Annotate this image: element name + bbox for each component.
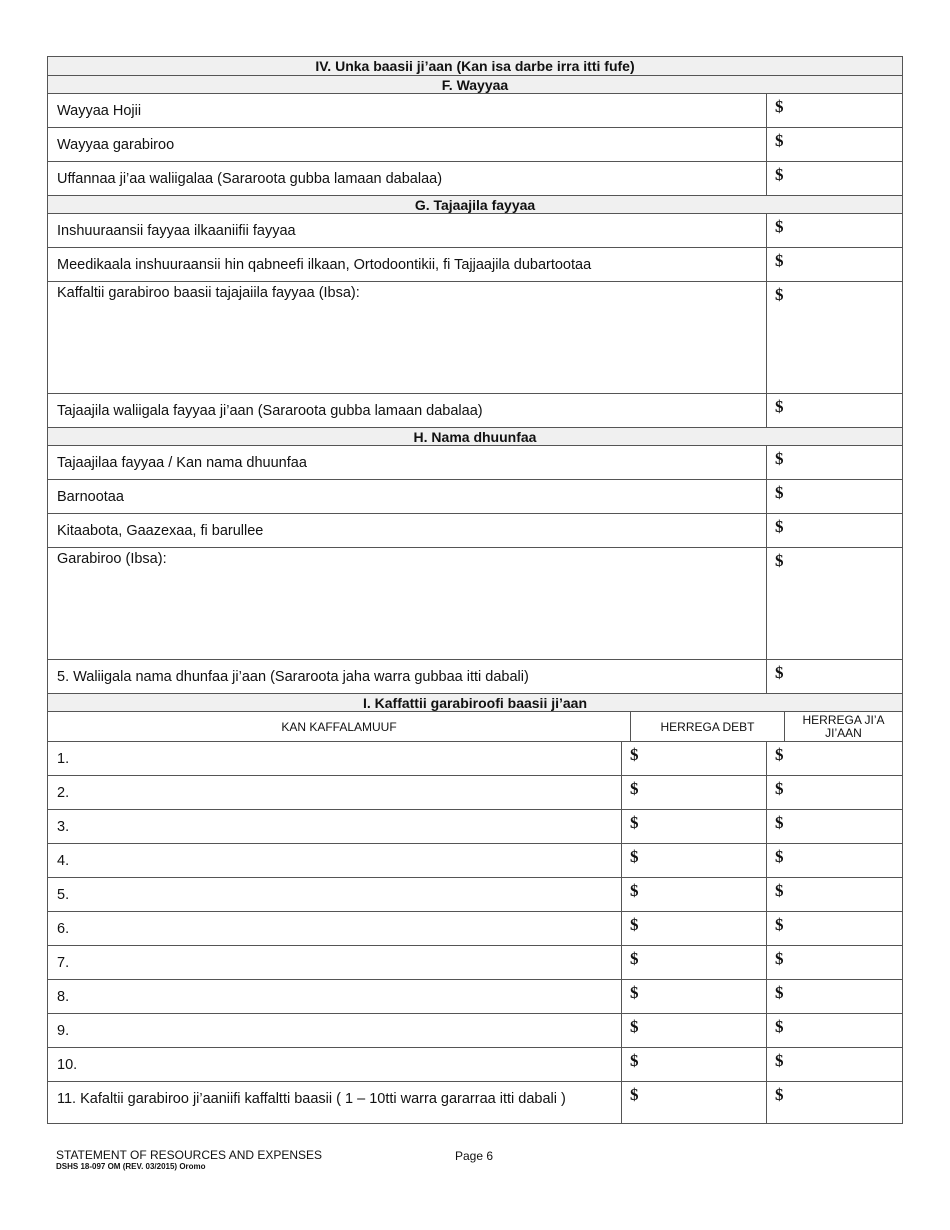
amount-field[interactable]: $ — [775, 251, 784, 270]
debt-row-label[interactable]: 1. — [48, 742, 622, 775]
subsection-title-i: I. Kaffattii garabiroofi baasii ji’aan — [362, 694, 588, 711]
form-row — [48, 94, 902, 128]
debt-amount-field[interactable]: $ — [622, 1048, 767, 1081]
row-label: Inshuuraansii fayyaa ilkaaniifii fayyaa — [48, 214, 767, 247]
form-row-description — [48, 282, 902, 394]
debt-amount-field[interactable]: $ — [622, 1014, 767, 1047]
debt-amount-field[interactable]: $ — [622, 742, 767, 775]
monthly-amount-field[interactable]: $ — [775, 813, 784, 832]
row-label: Wayyaa Hojii — [48, 94, 767, 127]
row-label: Barnootaa — [48, 480, 767, 513]
debt-row — [48, 912, 902, 946]
form-row-total — [48, 660, 902, 694]
row-label: Wayyaa garabiroo — [48, 128, 767, 161]
form-row — [48, 248, 902, 282]
amount-field[interactable]: $ — [775, 449, 784, 468]
column-header-payee: KAN KAFFALAMUUF — [48, 712, 631, 741]
monthly-amount-field[interactable]: $ — [775, 745, 784, 764]
amount-field[interactable]: $ — [775, 397, 784, 416]
column-header-monthly: HERREGA JI’A JI’AAN — [802, 712, 885, 740]
debt-row-label[interactable]: 9. — [48, 1014, 622, 1047]
footer-page-number: Page 6 — [455, 1149, 494, 1163]
footer-title: STATEMENT OF RESOURCES AND EXPENSES — [56, 1148, 323, 1162]
monthly-amount-field[interactable]: $ — [775, 983, 784, 1002]
row-label[interactable]: Garabiroo (Ibsa): — [48, 548, 767, 659]
form-row-total — [48, 394, 902, 428]
debt-row-label[interactable]: 11. Kafaltii garabiroo ji’aaniifi kaffaltti baasii ( 1 – 10tti warra gararraa itti dabali ) — [48, 1082, 622, 1123]
debt-row — [48, 742, 902, 776]
amount-field[interactable]: $ — [775, 131, 784, 150]
monthly-amount-field[interactable]: $ — [775, 1085, 784, 1104]
subsection-header-f — [48, 76, 902, 94]
debt-amount-field[interactable]: $ — [622, 810, 767, 843]
amount-field[interactable]: $ — [775, 285, 784, 304]
expenses-form — [47, 56, 903, 1124]
debt-row — [48, 1048, 902, 1082]
debt-amount-field[interactable]: $ — [622, 878, 767, 911]
debt-row-label[interactable]: 2. — [48, 776, 622, 809]
debt-row-label[interactable]: 7. — [48, 946, 622, 979]
subsection-title-h: H. Nama dhuunfaa — [413, 428, 537, 445]
debt-row-label[interactable]: 10. — [48, 1048, 622, 1081]
debt-row — [48, 1082, 902, 1123]
row-label: 5. Waliigala nama dhunfaa ji’aan (Sararoota jaha warra gubbaa itti dabali) — [48, 660, 767, 693]
debt-amount-field[interactable]: $ — [622, 844, 767, 877]
form-row — [48, 446, 902, 480]
row-label: Tajaajila waliigala fayyaa ji’aan (Sararoota gubba lamaan dabalaa) — [48, 394, 767, 427]
monthly-amount-field[interactable]: $ — [775, 949, 784, 968]
debt-amount-field[interactable]: $ — [622, 1082, 767, 1123]
column-header-row — [48, 712, 902, 742]
monthly-amount-field[interactable]: $ — [775, 881, 784, 900]
debt-amount-field[interactable]: $ — [622, 980, 767, 1013]
debt-amount-field[interactable]: $ — [622, 912, 767, 945]
debt-amount-field[interactable]: $ — [622, 946, 767, 979]
debt-row — [48, 776, 902, 810]
debt-row-label[interactable]: 5. — [48, 878, 622, 911]
debt-row — [48, 878, 902, 912]
form-row — [48, 480, 902, 514]
debt-row — [48, 946, 902, 980]
debt-row — [48, 844, 902, 878]
amount-field[interactable]: $ — [775, 165, 784, 184]
amount-field[interactable]: $ — [775, 217, 784, 236]
section-title: IV. Unka baasii ji’aan (Kan isa darbe irra itti fufe) — [315, 58, 635, 74]
debt-row-label[interactable]: 4. — [48, 844, 622, 877]
monthly-amount-field[interactable]: $ — [775, 1051, 784, 1070]
amount-field[interactable]: $ — [775, 97, 784, 116]
debt-row — [48, 1014, 902, 1048]
debt-row-label[interactable]: 8. — [48, 980, 622, 1013]
row-label[interactable]: Kaffaltii garabiroo baasii tajajaiila fayyaa (Ibsa): — [48, 282, 767, 393]
debt-amount-field[interactable]: $ — [622, 776, 767, 809]
amount-field[interactable]: $ — [775, 517, 784, 536]
section-header — [48, 57, 902, 76]
form-row-description — [48, 548, 902, 660]
subsection-header-i — [48, 694, 902, 712]
subsection-header-g — [48, 196, 902, 214]
row-label: Meedikaala inshuuraansii hin qabneefi ilkaan, Ortodoontikii, fi Tajjaajila dubartootaa — [48, 248, 767, 281]
debt-row — [48, 980, 902, 1014]
footer-form-code: DSHS 18-097 OM (REV. 03/2015) Oromo — [56, 1162, 206, 1171]
debt-row-label[interactable]: 6. — [48, 912, 622, 945]
form-row — [48, 214, 902, 248]
form-row — [48, 162, 902, 196]
monthly-amount-field[interactable]: $ — [775, 1017, 784, 1036]
debt-row-label[interactable]: 3. — [48, 810, 622, 843]
monthly-amount-field[interactable]: $ — [775, 779, 784, 798]
column-header-debt: HERREGA DEBT — [631, 712, 785, 741]
debt-row — [48, 810, 902, 844]
monthly-amount-field[interactable]: $ — [775, 915, 784, 934]
row-label: Kitaabota, Gaazexaa, fi barullee — [48, 514, 767, 547]
form-row — [48, 514, 902, 548]
subsection-title-f: F. Wayyaa — [441, 76, 509, 93]
form-row — [48, 128, 902, 162]
row-label: Uffannaa ji’aa waliigalaa (Sararoota gubba lamaan dabalaa) — [48, 162, 767, 195]
amount-field[interactable]: $ — [775, 663, 784, 682]
amount-field[interactable]: $ — [775, 483, 784, 502]
monthly-amount-field[interactable]: $ — [775, 847, 784, 866]
amount-field[interactable]: $ — [775, 551, 784, 570]
subsection-title-g: G. Tajaajila fayyaa — [414, 196, 536, 213]
subsection-header-h — [48, 428, 902, 446]
row-label: Tajaajilaa fayyaa / Kan nama dhuunfaa — [48, 446, 767, 479]
